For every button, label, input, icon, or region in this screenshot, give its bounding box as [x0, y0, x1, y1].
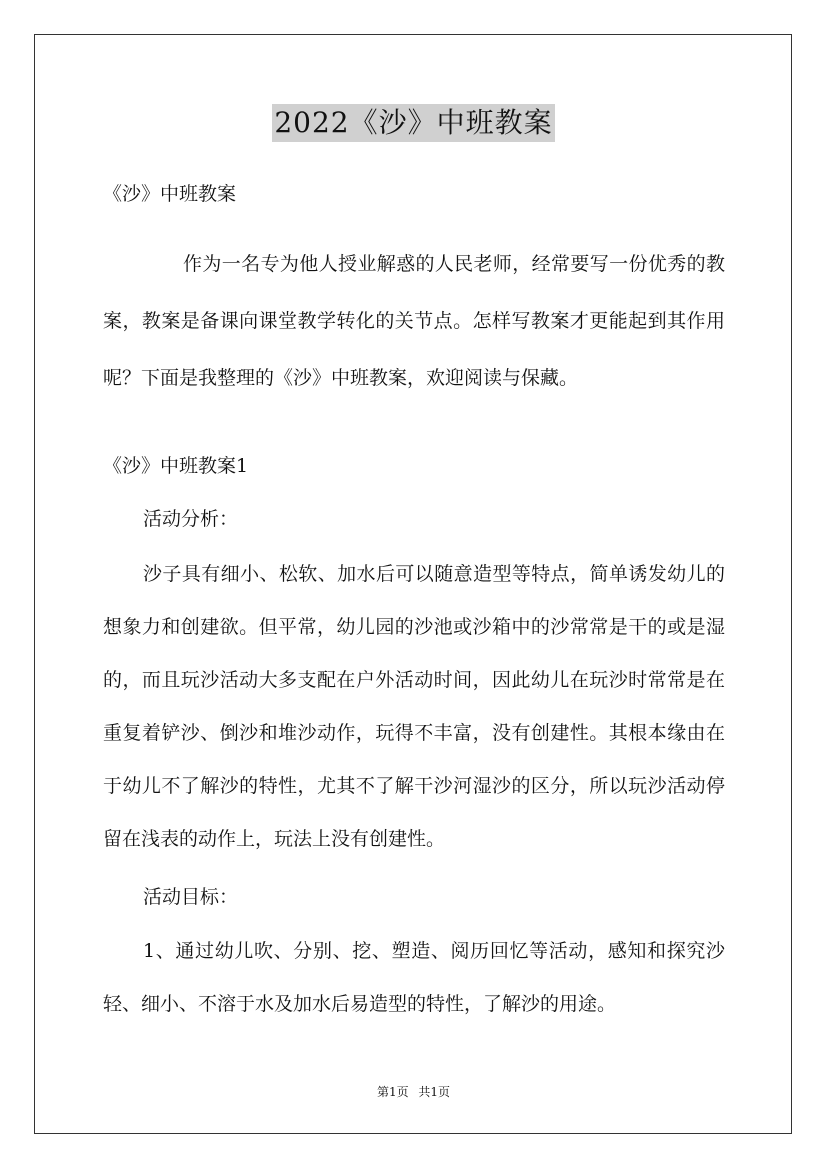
section-heading: 《沙》中班教案1 [103, 455, 249, 477]
subtitle: 《沙》中班教案 [103, 183, 237, 205]
activity-analysis-label: 活动分析： [143, 508, 239, 530]
page-total: 共1页 [418, 1085, 451, 1099]
page-number: 第1页 [376, 1085, 409, 1099]
intro-paragraph: 作为一名专为他人授业解惑的人民老师，经常要写一份优秀的教案，教案是备课向课堂教学转化的关节点。怎样写教案才更能起到其作用呢？下面是我整理的《沙》中班教案，欢迎阅读与保藏。 [103, 253, 725, 389]
document-title: 2022《沙》中班教案 [272, 104, 554, 142]
title-container [0, 104, 827, 142]
page-footer [0, 1084, 827, 1100]
goal-item-1: 1、通过幼儿吹、分别、挖、塑造、阅历回忆等活动，感知和探究沙轻、细小、不溶于水及加水后易造型的特性，了解沙的用途。 [103, 940, 725, 1015]
activity-analysis-paragraph: 沙子具有细小、松软、加水后可以随意造型等特点，简单诱发幼儿的想象力和创建欲。但平常，幼儿园的沙池或沙箱中的沙常常是干的或是湿的，而且玩沙活动大多支配在户外活动时间，因此幼儿在玩沙时常常是在重复着铲沙、倒沙和堆沙动作，玩得不丰富，没有创建性。其根本缘由在于幼儿不了解沙的特性，尤其不了解干沙河湿沙的区分，所以玩沙活动停留在浅表的动作上，玩法上没有创建性。 [103, 563, 725, 850]
activity-goal-label: 活动目标： [143, 886, 239, 908]
